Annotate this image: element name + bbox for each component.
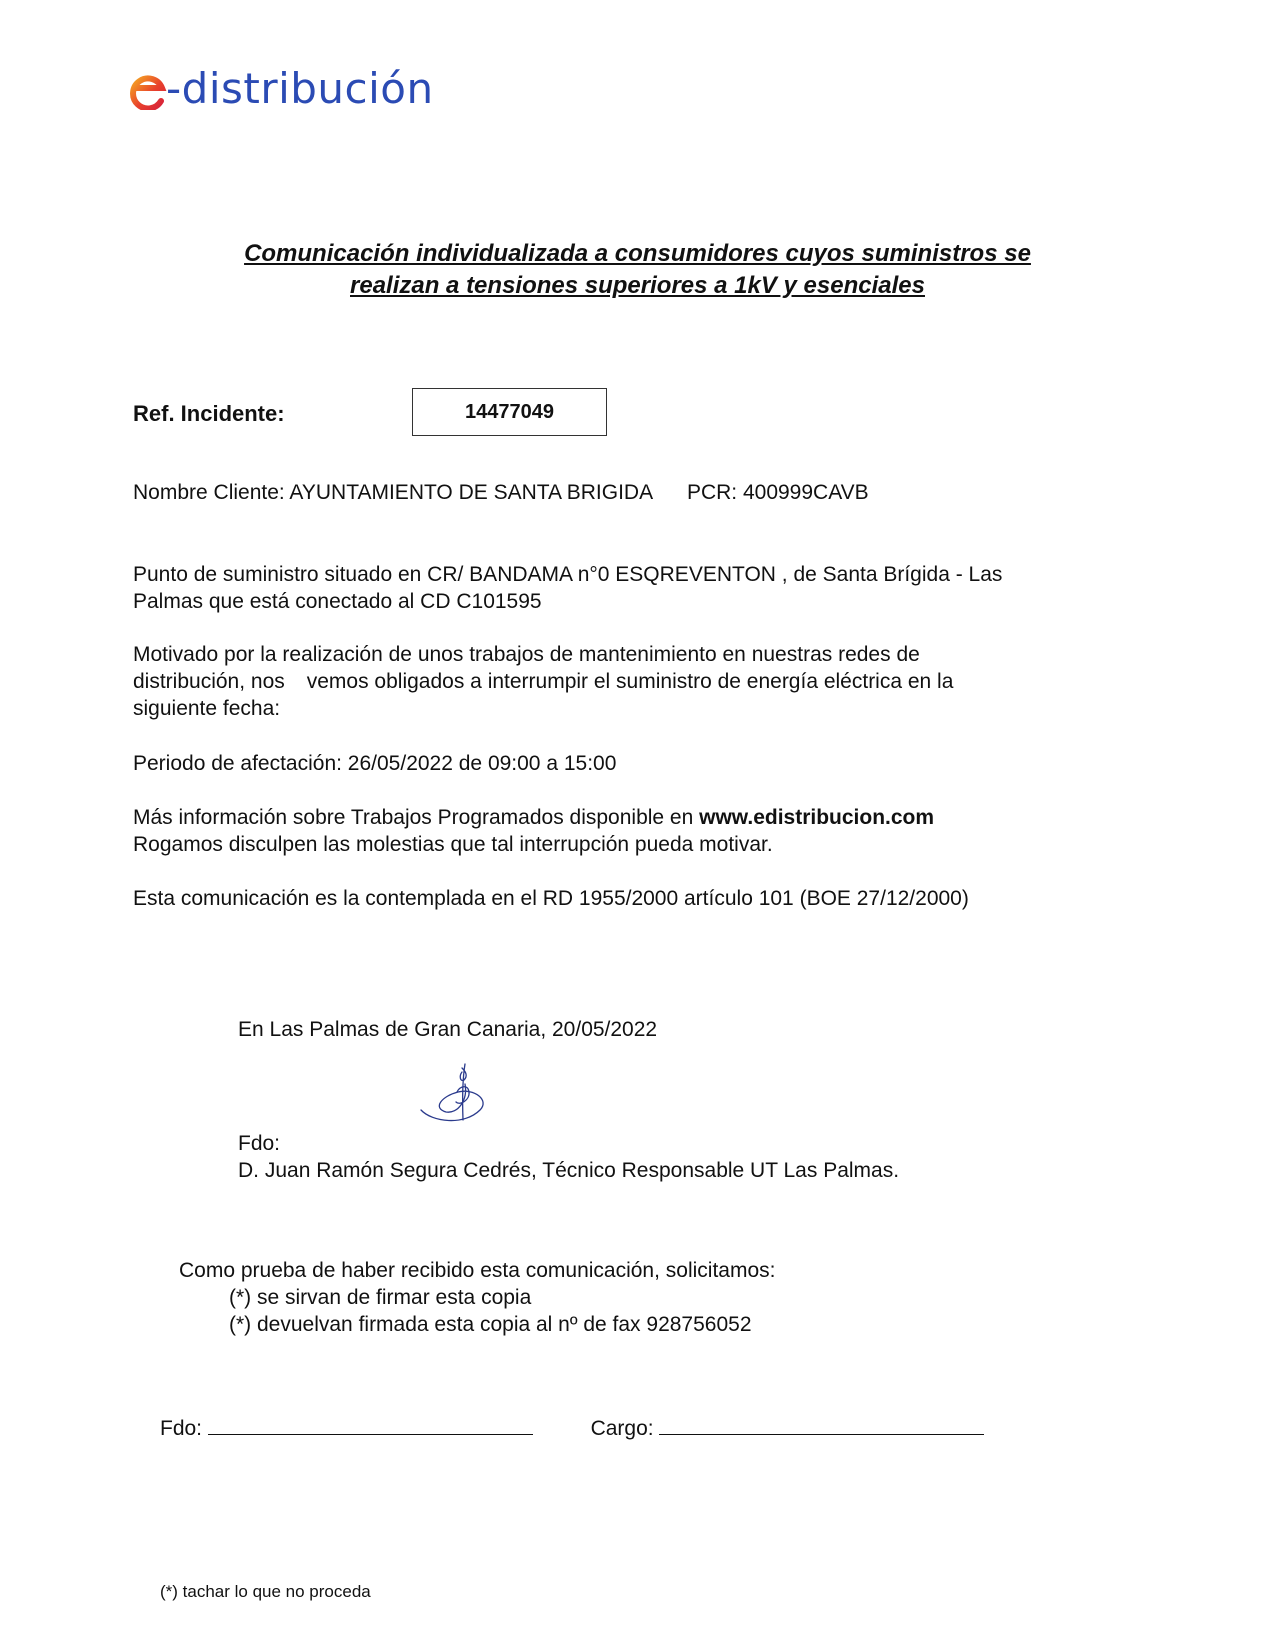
fdo-signature-field[interactable] bbox=[208, 1416, 533, 1435]
title-line-2: realizan a tensiones superiores a 1kV y esenciales bbox=[350, 272, 925, 299]
period-line: Periodo de afectación: 26/05/2022 de 09:00 a 15:00 bbox=[133, 752, 617, 775]
ref-value: 14477049 bbox=[465, 400, 554, 423]
motive-line-1: Motivado por la realización de unos trabajos de mantenimiento en nuestras redes de bbox=[133, 643, 920, 666]
receipt-item-2: (*) devuelvan firmada esta copia al nº de fax 928756052 bbox=[229, 1313, 752, 1336]
motive-line-3: siguiente fecha: bbox=[133, 697, 281, 720]
logo-text: -distribución bbox=[166, 64, 434, 113]
motive-line-2 bbox=[133, 668, 1133, 695]
supply-paragraph bbox=[133, 561, 1133, 615]
supply-line-2: Palmas que está conectado al CD C101595 bbox=[133, 590, 542, 613]
legal-line: Esta comunicación es la contemplada en el RD 1955/2000 artículo 101 (BOE 27/12/2000) bbox=[133, 887, 969, 910]
fdo-form-label: Fdo: bbox=[160, 1417, 203, 1440]
pcr-value: 400999CAVB bbox=[742, 481, 869, 504]
handwritten-signature bbox=[418, 1062, 493, 1134]
website-link[interactable]: www.edistribucion.com bbox=[699, 806, 935, 829]
info-line bbox=[133, 804, 1133, 831]
cargo-field[interactable] bbox=[659, 1416, 984, 1435]
title-line-1: Comunicación individualizada a consumidores cuyos suministros se bbox=[244, 240, 1031, 267]
footnote: (*) tachar lo que no proceda bbox=[160, 1582, 371, 1601]
cargo-form-label: Cargo: bbox=[590, 1417, 654, 1440]
client-name-label: Nombre Cliente: bbox=[133, 481, 285, 504]
motive-paragraph bbox=[133, 641, 1133, 722]
motive-line-2b: vemos obligados a interrumpir el suministro de energía eléctrica en la bbox=[306, 670, 954, 693]
ref-label: Ref. Incidente: bbox=[133, 401, 285, 426]
info-paragraph bbox=[133, 804, 1133, 858]
receipt-list bbox=[229, 1284, 1229, 1338]
receipt-intro: Como prueba de haber recibido esta comunicación, solicitamos: bbox=[179, 1259, 776, 1282]
logo-e-icon bbox=[126, 68, 168, 110]
place-date: En Las Palmas de Gran Canaria, 20/05/2022 bbox=[238, 1018, 658, 1041]
motive-line-2a: distribución, nos bbox=[133, 670, 285, 693]
form-line bbox=[160, 1415, 1160, 1442]
ref-value-box bbox=[412, 388, 607, 436]
pcr-label: PCR: bbox=[686, 481, 738, 504]
info-text: Más información sobre Trabajos Programados disponible en bbox=[133, 806, 694, 829]
document-title bbox=[140, 238, 1135, 302]
apology-line: Rogamos disculpen las molestias que tal interrupción pueda motivar. bbox=[133, 833, 773, 856]
client-line bbox=[133, 479, 1133, 506]
supply-line-1: Punto de suministro situado en CR/ BANDAMA n°0 ESQREVENTON , de Santa Brígida - Las bbox=[133, 563, 1003, 586]
receipt-item-1: (*) se sirvan de firmar esta copia bbox=[229, 1286, 532, 1309]
client-name-value: AYUNTAMIENTO DE SANTA BRIGIDA bbox=[289, 481, 654, 504]
fdo-label: Fdo: bbox=[238, 1132, 281, 1155]
signature-block bbox=[238, 1130, 1238, 1184]
signer-name: D. Juan Ramón Segura Cedrés, Técnico Responsable UT Las Palmas. bbox=[238, 1159, 900, 1182]
